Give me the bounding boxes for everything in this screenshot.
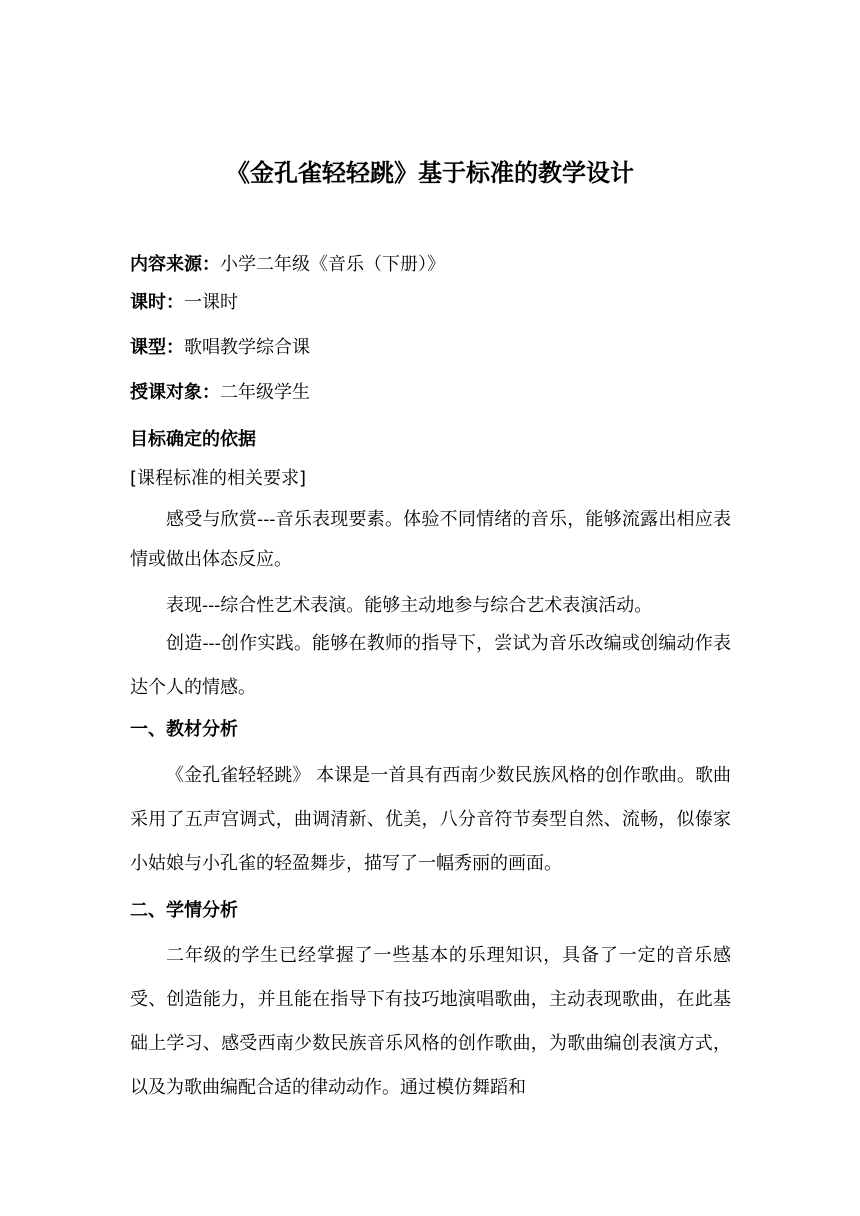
section2-heading: 二、学情分析 <box>130 900 238 921</box>
standard-paragraph-3: 创造---创作实践。能够在教师的指导下，尝试为音乐改编或创编动作表达个人的情感。 <box>130 633 731 698</box>
section1-heading: 一、教材分析 <box>130 719 238 740</box>
lesson-type-line <box>130 335 310 361</box>
audience-label: 授课对象： <box>130 382 220 403</box>
standards-heading-text: [课程标准的相关要求] <box>130 468 307 489</box>
class-hours-label: 课时： <box>130 292 184 313</box>
lesson-type-label: 课型： <box>130 337 184 358</box>
content-source-line <box>130 252 445 278</box>
section1-paragraph: 《金孔雀轻轻跳》 本课是一首具有西南少数民族风格的创作歌曲。歌曲采用了五声宫调式，曲调清新、优美，八分音符节奏型自然、流畅，似傣家小姑娘与小孔雀的轻盈舞步，描写了一幅秀丽的画面。 <box>130 765 731 874</box>
class-hours-line <box>130 290 238 316</box>
section2-paragraph: 二年级的学生已经掌握了一些基本的乐理知识，具备了一定的音乐感受、创造能力，并且能在指导下有技巧地演唱歌曲，主动表现歌曲，在此基础上学习、感受西南少数民族音乐风格的创作歌曲，为歌曲编创表演方式，以及为歌曲编配合适的律动动作。通过模仿舞蹈和 <box>130 945 731 1098</box>
audience-value: 二年级学生 <box>220 382 310 403</box>
standards-heading <box>130 466 306 492</box>
content-source-value: 小学二年级《音乐（下册）》 <box>220 254 445 275</box>
basis-heading: 目标确定的依据 <box>130 429 256 450</box>
lesson-type-value: 歌唱教学综合课 <box>184 337 310 358</box>
audience-line <box>130 380 310 406</box>
document-title: 《金孔雀轻轻跳》基于标准的教学设计 <box>226 158 634 187</box>
standard-paragraph-2: 表现---综合性艺术表演。能够主动地参与综合艺术表演活动。 <box>166 595 653 616</box>
content-source-label: 内容来源： <box>130 254 220 275</box>
standard-paragraph-1: 感受与欣赏---音乐表现要素。体验不同情绪的音乐，能够流露出相应表情或做出体态反应。 <box>130 509 731 570</box>
class-hours-value: 一课时 <box>184 292 238 313</box>
